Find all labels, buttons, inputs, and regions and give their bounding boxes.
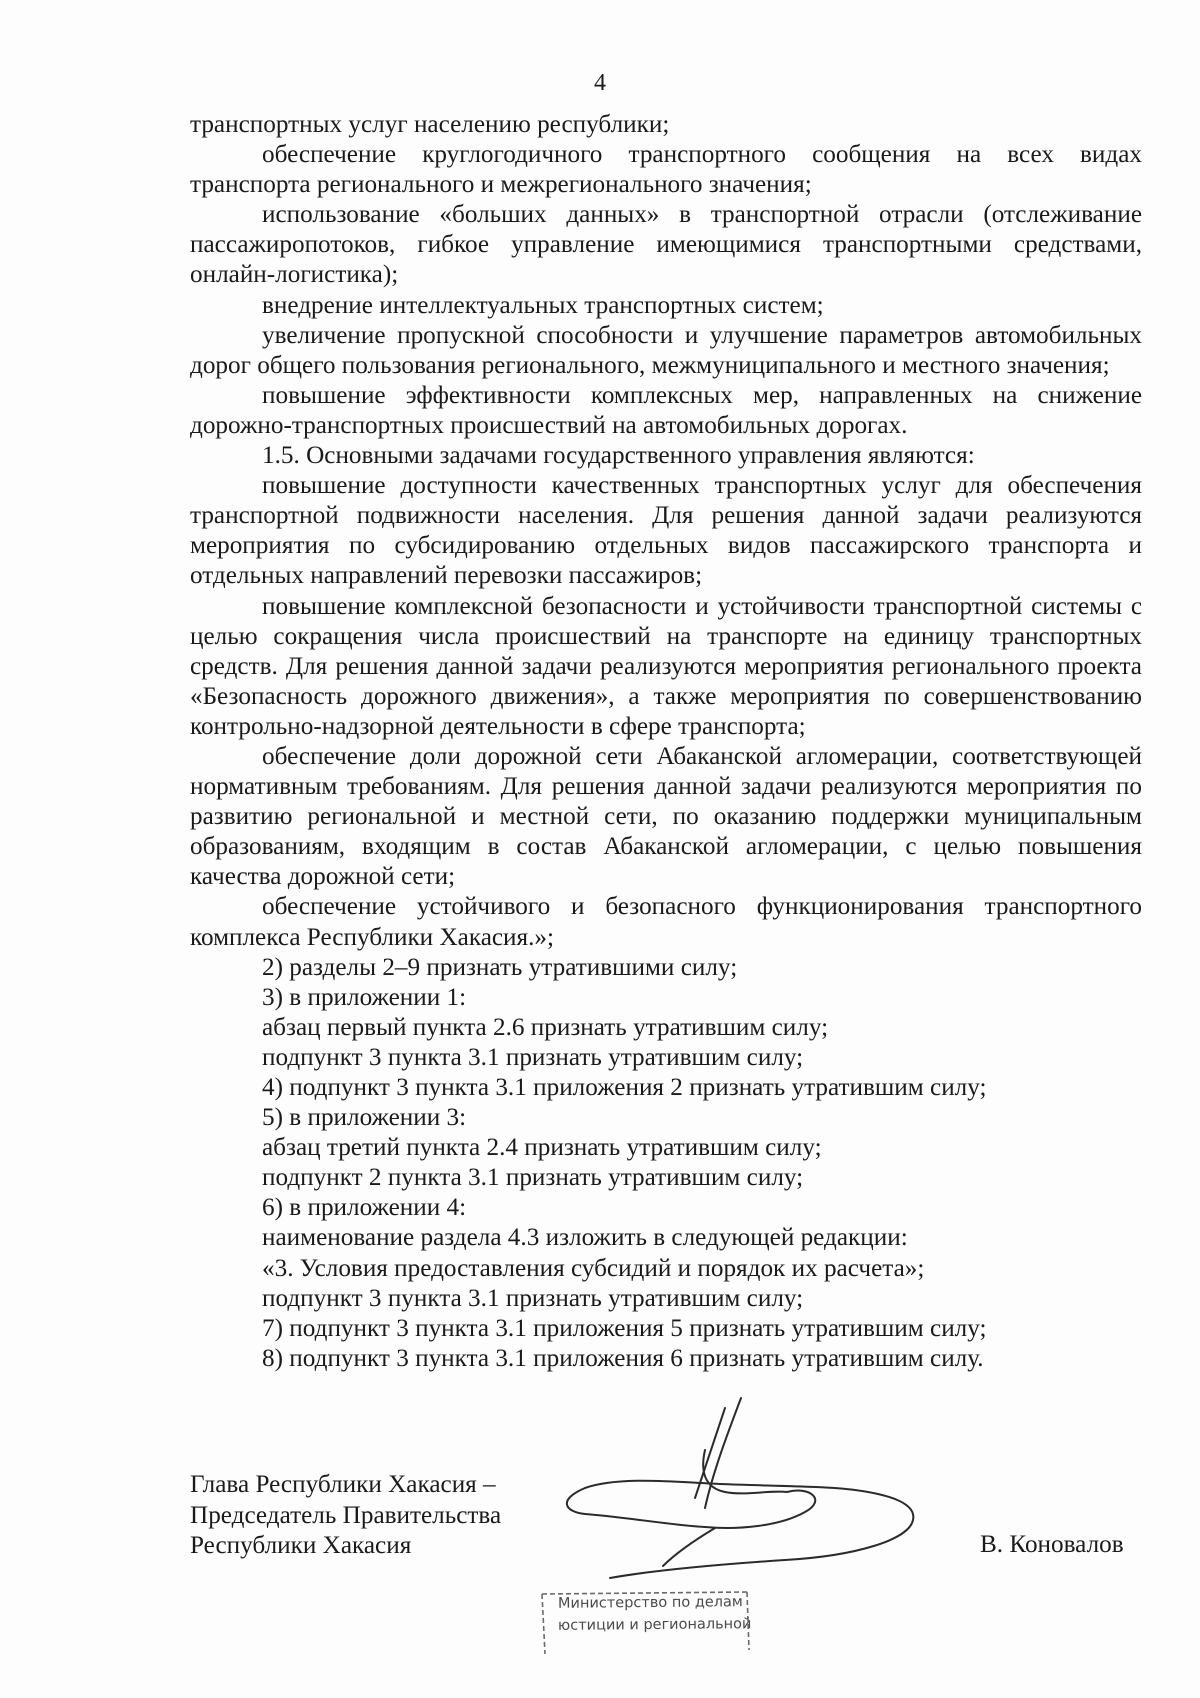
paragraph: повышение комплексной безопасности и устойчивости транспортной системы с целью сокращения числа происшествий на транспорте на единицу транспортных средств. Для решения данной задачи реализуются мероприятия регионального проекта «Безопасность дорожного движения», а также мероприятия по совершенствованию контрольно-надзорной деятельности в сфере транспорта; xyxy=(190,592,1142,740)
list-item: подпункт 3 пункта 3.1 признать утратившим силу; xyxy=(262,1043,804,1071)
paragraph: обеспечение круглогодичного транспортного сообщения на всех видах транспорта регионального и межрегионального значения; xyxy=(190,141,1142,199)
paragraph: повышение эффективности комплексных мер, направленных на снижение дорожно-транспортных происшествий на автомобильных дорогах. xyxy=(190,381,1142,439)
paragraph: использование «больших данных» в транспортной отрасли (отслеживание пассажиропотоков, гибкое управление имеющимися транспортными средствами, онлайн-логистика); xyxy=(190,201,1142,289)
signatory-title-line: Республики Хакасия xyxy=(190,1532,412,1559)
paragraph: внедрение интеллектуальных транспортных систем; xyxy=(262,291,824,319)
list-item: 7) подпункт 3 пункта 3.1 приложения 5 признать утратившим силу; xyxy=(262,1314,987,1342)
list-item: подпункт 2 пункта 3.1 признать утратившим силу; xyxy=(262,1164,804,1192)
paragraph: повышение доступности качественных транспортных услуг для обеспечения транспортной подвижности населения. Для решения данной задачи реализуются мероприятия по субсидированию отдельных видов пассажирского транспорта и отдельных направлений перевозки пассажиров; xyxy=(190,472,1142,590)
signatory-title xyxy=(190,1470,501,1562)
stamp-text-line: Министерство по делам xyxy=(557,1594,743,1612)
paragraph: транспортных услуг населению республики; xyxy=(190,111,670,138)
list-item: 3) в приложении 1: xyxy=(262,983,467,1011)
list-item: «3. Условия предоставления субсидий и порядок их расчета»; xyxy=(262,1254,925,1282)
paragraph: обеспечение доли дорожной сети Абаканской агломерации, соответствующей нормативным требованиям. Для решения данной задачи реализуются мероприятия по развитию региональной и местной сети, по оказанию поддержки муниципальным образованиям, входящим в состав Абаканской агломерации, с целью повышения качества дорожной сети; xyxy=(190,742,1142,891)
list-item: подпункт 3 пункта 3.1 признать утратившим силу; xyxy=(262,1284,804,1312)
list-item: 4) подпункт 3 пункта 3.1 приложения 2 признать утратившим силу; xyxy=(262,1074,987,1101)
stamp-text-line: юстиции и региональной xyxy=(557,1616,752,1634)
page-number: 4 xyxy=(594,70,606,96)
list-item: 8) подпункт 3 пункта 3.1 приложения 6 признать утратившим силу. xyxy=(262,1344,984,1372)
list-item: абзац первый пункта 2.6 признать утратившим силу; xyxy=(262,1013,829,1041)
list-item: 5) в приложении 3: xyxy=(262,1104,467,1132)
paragraph: 1.5. Основными задачами государственного управления являются: xyxy=(262,442,975,470)
list-item: наименование раздела 4.3 изложить в следующей редакции: xyxy=(262,1224,908,1252)
signatory-title-line: Глава Республики Хакасия – xyxy=(190,1471,496,1498)
paragraph: увеличение пропускной способности и улучшение параметров автомобильных дорог общего пользования регионального, межмуниципального и местного значения; xyxy=(190,321,1142,379)
signatory-name: В. Коновалов xyxy=(980,1531,1124,1558)
list-item: абзац третий пункта 2.4 признать утратившим силу; xyxy=(262,1134,822,1162)
list-item: 2) разделы 2–9 признать утратившими силу; xyxy=(262,953,738,981)
signatory-title-line: Председатель Правительства xyxy=(190,1501,502,1529)
document-body xyxy=(190,110,1142,1374)
handwritten-signature xyxy=(555,1380,985,1580)
paragraph: обеспечение устойчивого и безопасного функционирования транспортного комплекса Республики Хакасия.»; xyxy=(190,893,1142,951)
list-item: 6) в приложении 4: xyxy=(262,1194,467,1222)
